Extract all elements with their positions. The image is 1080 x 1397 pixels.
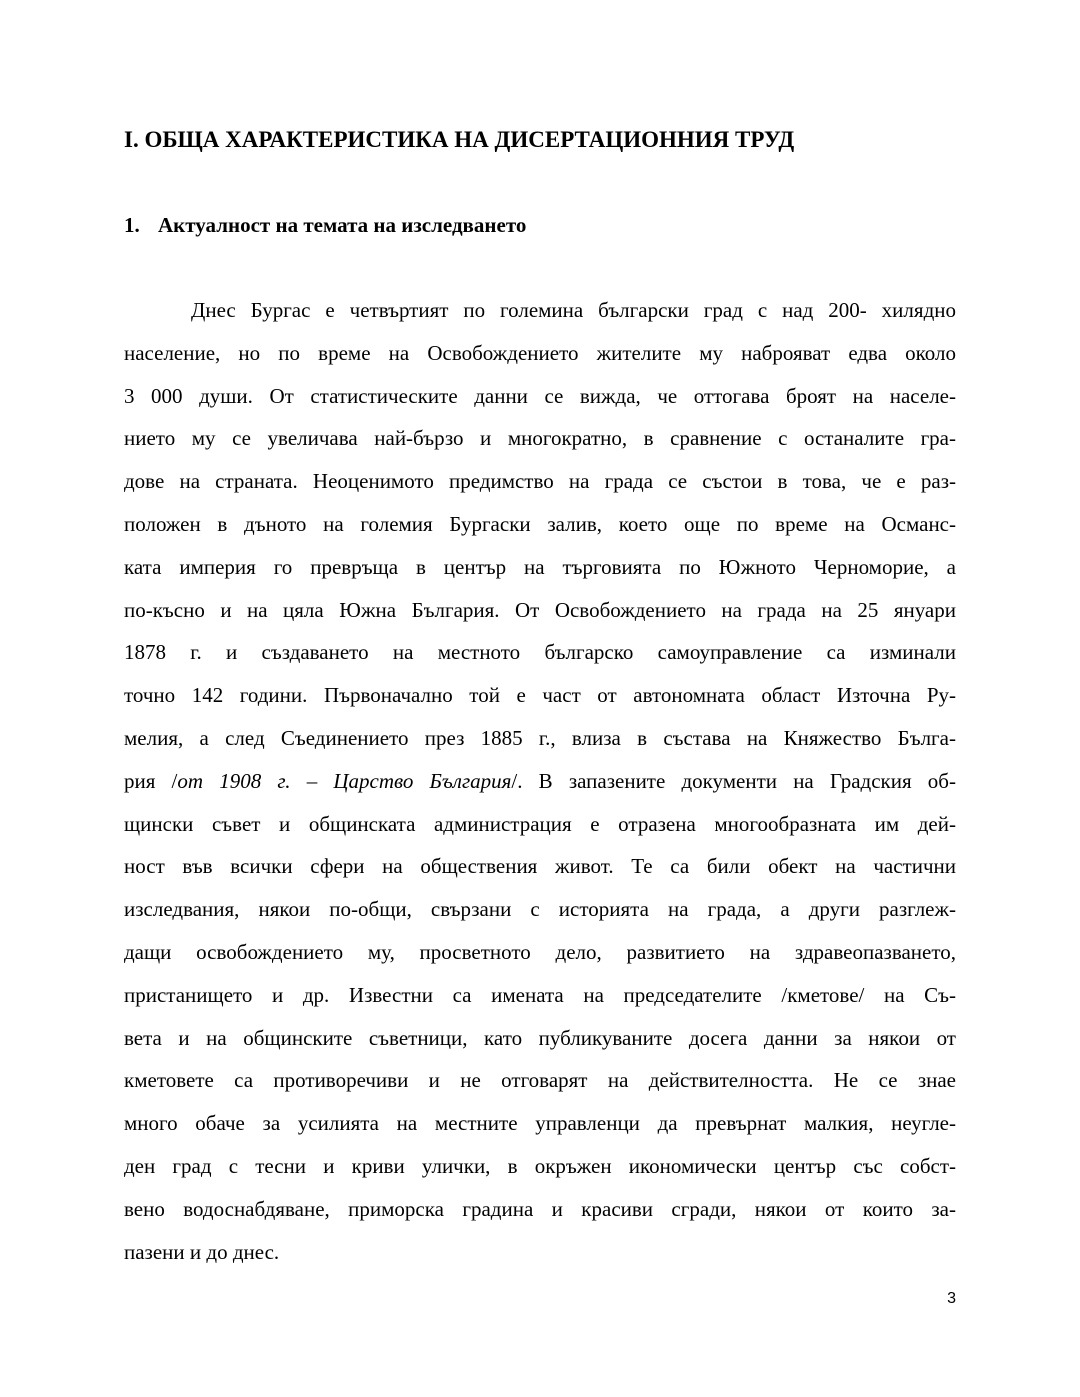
paragraph-line: дащи освобождението му, просветното дело, развитието на здравеопазването, [124, 939, 956, 964]
page-number: 3 [947, 1290, 956, 1307]
paragraph-line: Днес Бургас е четвъртият по големина български град с над 200- хилядно [191, 298, 956, 322]
section-heading [124, 210, 526, 240]
paragraph-line: пристанището и др. Известни са имената на председателите /кметове/ на Съ- [124, 982, 956, 1007]
chapter-heading: I. ОБЩА ХАРАКТЕРИСТИКА НА ДИСЕРТАЦИОННИЯ ТРУД [124, 127, 795, 152]
paragraph-line: мелия, а след Съединението през 1885 г., влиза в състава на Княжество Бълга- [124, 725, 956, 750]
paragraph-line: население, но по време на Освобождението жителите му наброяват едва около [124, 340, 956, 365]
italic-line-after: /. В запазените документи на Градския об- [511, 768, 956, 793]
paragraph-line: точно 142 години. Първоначално той е част от автономната област Източна Ру- [124, 683, 956, 708]
paragraph-line: кметовете са противоречиви и не отговарят на действителността. Не се знае [124, 1068, 956, 1093]
paragraph-line: 3 000 души. От статистическите данни се вижда, че оттогава броят на населе- [124, 383, 956, 408]
paragraph-line: дове на страната. Неоценимото предимство на града се състои в това, че е раз- [124, 469, 956, 494]
section-number: 1. [124, 213, 140, 237]
paragraph-line: щински съвет и общинската администрация е отразена многообразната им дей- [124, 811, 956, 836]
paragraph-line: пазени и до днес. [124, 1239, 280, 1264]
paragraph-line: 1878 г. и създаването на местното българско самоуправление са изминали [124, 640, 956, 665]
paragraph-line: ност във всички сфери на обществения живот. Те са били обект на частични [124, 854, 956, 879]
paragraph-line: ден град с тесни и криви улички, в окръжен икономически център със собст- [124, 1153, 956, 1178]
paragraph-line: вено водоснабдяване, приморска градина и красиви сгради, някои от които за- [124, 1196, 956, 1221]
paragraph-line: вета и на общинските съветници, като публикуваните досега данни за някои от [124, 1025, 956, 1050]
paragraph-line: много обаче за усилията на местните управленци да превърнат малкия, неугле- [124, 1111, 956, 1136]
italic-phrase: от 1908 г. – Царство България [177, 768, 512, 793]
paragraph-line-with-italic [124, 760, 956, 803]
paragraph-line: положен в дъното на големия Бургаски залив, което още по време на Османс- [124, 511, 956, 536]
paragraph-line: нието му се увеличава най-бързо и многократно, в сравнение с останалите гра- [124, 426, 956, 451]
italic-line-before: рия / [124, 768, 178, 793]
body-paragraph [124, 289, 956, 1273]
paragraph-line: изследвания, някои по-общи, свързани с историята на града, а други разглеж- [124, 897, 956, 922]
paragraph-line: ката империя го превръща в център на търговията по Южното Черноморие, а [124, 554, 956, 579]
paragraph-line: по-късно и на цяла Южна България. От Освобождението на града на 25 януари [124, 597, 956, 622]
section-title: Актуалност на темата на изследването [158, 213, 527, 237]
